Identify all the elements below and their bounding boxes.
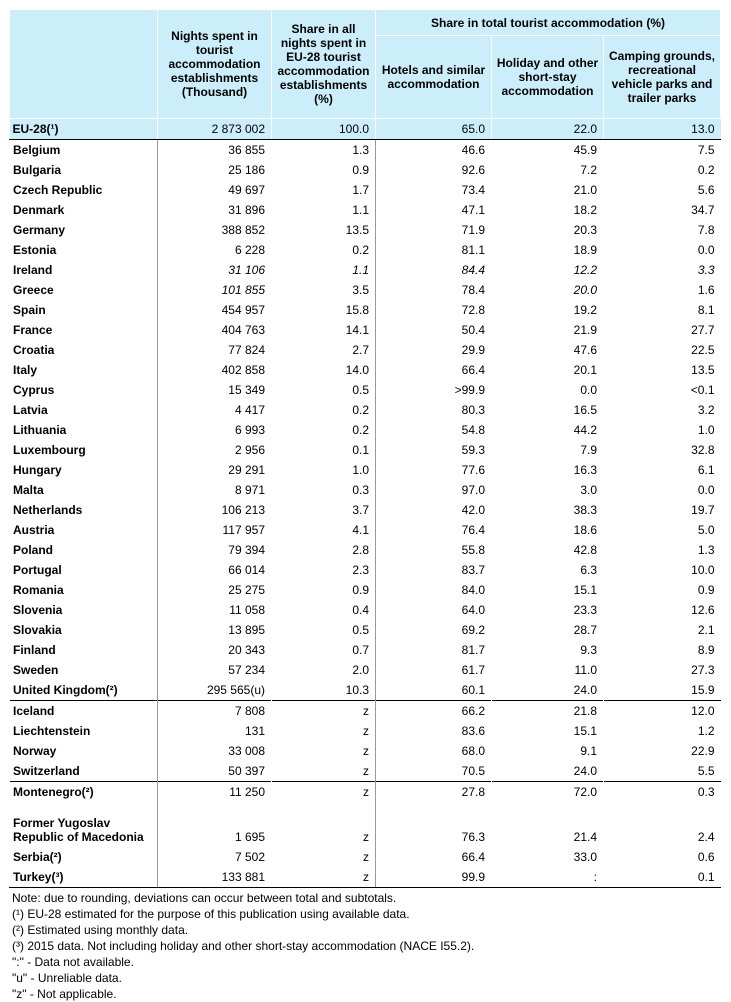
- holiday-cell: 47.6: [492, 340, 604, 360]
- hotels-cell: 83.7: [376, 560, 492, 580]
- holiday-cell: 16.5: [492, 400, 604, 420]
- hotels-cell: 66.4: [376, 847, 492, 867]
- table-row: [10, 260, 721, 280]
- nights-cell: 2 873 002: [158, 119, 272, 140]
- share-cell: 0.1: [272, 440, 376, 460]
- country-cell: Croatia: [10, 340, 158, 360]
- nights-cell: 117 957: [158, 520, 272, 540]
- camping-cell: 0.1: [604, 867, 721, 888]
- nights-cell: 1 695: [158, 802, 272, 847]
- holiday-cell: 7.2: [492, 160, 604, 180]
- nights-cell: 295 565(u): [158, 680, 272, 701]
- nights-cell: 36 855: [158, 140, 272, 161]
- camping-cell: 0.9: [604, 580, 721, 600]
- holiday-cell: 16.3: [492, 460, 604, 480]
- share-cell: 0.2: [272, 400, 376, 420]
- camping-cell: 0.3: [604, 782, 721, 803]
- share-cell: 14.0: [272, 360, 376, 380]
- share-cell: 1.3: [272, 140, 376, 161]
- camping-cell: 7.8: [604, 220, 721, 240]
- hotels-cell: 92.6: [376, 160, 492, 180]
- nights-cell: 133 881: [158, 867, 272, 888]
- camping-cell: 1.2: [604, 721, 721, 741]
- camping-cell: 10.0: [604, 560, 721, 580]
- data-table-container: [9, 9, 720, 1002]
- country-cell: Greece: [10, 280, 158, 300]
- nights-cell: 31 896: [158, 200, 272, 220]
- share-cell: 14.1: [272, 320, 376, 340]
- nights-cell: 77 824: [158, 340, 272, 360]
- holiday-cell: 38.3: [492, 500, 604, 520]
- hotels-cell: 50.4: [376, 320, 492, 340]
- nights-cell: 131: [158, 721, 272, 741]
- hotels-cell: 76.4: [376, 520, 492, 540]
- share-cell: z: [272, 802, 376, 847]
- country-cell: France: [10, 320, 158, 340]
- nights-cell: 4 417: [158, 400, 272, 420]
- footnote-line: Note: due to rounding, deviations can occur between total and subtotals.: [12, 891, 397, 905]
- hotels-cell: 27.8: [376, 782, 492, 803]
- country-cell: Denmark: [10, 200, 158, 220]
- hotels-cell: 99.9: [376, 867, 492, 888]
- holiday-cell: 19.2: [492, 300, 604, 320]
- share-cell: 0.2: [272, 420, 376, 440]
- holiday-cell: 11.0: [492, 660, 604, 680]
- camping-cell: 13.0: [604, 119, 721, 140]
- share-cell: 10.3: [272, 680, 376, 701]
- holiday-cell: 18.9: [492, 240, 604, 260]
- share-cell: z: [272, 701, 376, 722]
- header-nights-spent: Nights spent in tourist accommodation establishments (Thousand): [158, 10, 272, 119]
- table-row-eu28: [10, 119, 721, 140]
- table-row: [10, 680, 721, 701]
- camping-cell: <0.1: [604, 380, 721, 400]
- country-cell: Romania: [10, 580, 158, 600]
- camping-cell: 27.7: [604, 320, 721, 340]
- hotels-cell: 65.0: [376, 119, 492, 140]
- footnote-line: (²) Estimated using monthly data.: [12, 923, 189, 937]
- camping-cell: 3.2: [604, 400, 721, 420]
- country-cell: Czech Republic: [10, 180, 158, 200]
- hotels-cell: 84.0: [376, 580, 492, 600]
- footnote-line: "u" - Unreliable data.: [12, 971, 122, 985]
- country-cell: Liechtenstein: [10, 721, 158, 741]
- camping-cell: 22.5: [604, 340, 721, 360]
- country-cell: Estonia: [10, 240, 158, 260]
- camping-cell: 27.3: [604, 660, 721, 680]
- nights-cell: 49 697: [158, 180, 272, 200]
- share-cell: 0.2: [272, 240, 376, 260]
- holiday-cell: 24.0: [492, 680, 604, 701]
- country-cell: Austria: [10, 520, 158, 540]
- camping-cell: 0.6: [604, 847, 721, 867]
- hotels-cell: 47.1: [376, 200, 492, 220]
- hotels-cell: 60.1: [376, 680, 492, 701]
- share-cell: 0.9: [272, 580, 376, 600]
- table-row: [10, 360, 721, 380]
- hotels-cell: 81.7: [376, 640, 492, 660]
- hotels-cell: 54.8: [376, 420, 492, 440]
- country-cell: Hungary: [10, 460, 158, 480]
- camping-cell: 1.3: [604, 540, 721, 560]
- nights-cell: 50 397: [158, 761, 272, 782]
- country-cell: Switzerland: [10, 761, 158, 782]
- holiday-cell: 15.1: [492, 580, 604, 600]
- hotels-cell: 72.8: [376, 300, 492, 320]
- country-cell: Slovenia: [10, 600, 158, 620]
- holiday-cell: 9.1: [492, 741, 604, 761]
- table-row: [10, 520, 721, 540]
- holiday-cell: 22.0: [492, 119, 604, 140]
- share-cell: 2.3: [272, 560, 376, 580]
- share-cell: 0.5: [272, 380, 376, 400]
- share-cell: 15.8: [272, 300, 376, 320]
- header-camping: Camping grounds, recreational vehicle parks and trailer parks: [604, 36, 721, 119]
- holiday-cell: 28.7: [492, 620, 604, 640]
- nights-cell: 2 956: [158, 440, 272, 460]
- holiday-cell: 15.1: [492, 721, 604, 741]
- hotels-cell: 42.0: [376, 500, 492, 520]
- country-cell: Montenegro(²): [10, 782, 158, 803]
- country-cell: Sweden: [10, 660, 158, 680]
- hotels-cell: 73.4: [376, 180, 492, 200]
- nights-cell: 15 349: [158, 380, 272, 400]
- share-cell: 1.0: [272, 460, 376, 480]
- holiday-cell: 20.0: [492, 280, 604, 300]
- footnote-line: "z" - Not applicable.: [12, 987, 117, 1001]
- country-cell: Spain: [10, 300, 158, 320]
- camping-cell: 32.8: [604, 440, 721, 460]
- table-row: [10, 420, 721, 440]
- camping-cell: 7.5: [604, 140, 721, 161]
- share-cell: 0.4: [272, 600, 376, 620]
- table-row: [10, 660, 721, 680]
- table-row: [10, 721, 721, 741]
- hotels-cell: 59.3: [376, 440, 492, 460]
- table-row: [10, 220, 721, 240]
- nights-cell: 7 808: [158, 701, 272, 722]
- hotels-cell: 81.1: [376, 240, 492, 260]
- hotels-cell: 66.4: [376, 360, 492, 380]
- country-cell: United Kingdom(²): [10, 680, 158, 701]
- share-cell: 1.1: [272, 200, 376, 220]
- camping-cell: 12.0: [604, 701, 721, 722]
- hotels-cell: 66.2: [376, 701, 492, 722]
- holiday-cell: 21.4: [492, 802, 604, 847]
- share-cell: 13.5: [272, 220, 376, 240]
- share-cell: 4.1: [272, 520, 376, 540]
- country-cell: Cyprus: [10, 380, 158, 400]
- camping-cell: 0.2: [604, 160, 721, 180]
- country-cell: Iceland: [10, 701, 158, 722]
- holiday-cell: 20.1: [492, 360, 604, 380]
- tourism-table: [9, 9, 721, 888]
- country-cell: Ireland: [10, 260, 158, 280]
- table-row: [10, 240, 721, 260]
- table-row: [10, 320, 721, 340]
- share-cell: 3.7: [272, 500, 376, 520]
- table-row: [10, 140, 721, 161]
- camping-cell: 15.9: [604, 680, 721, 701]
- country-cell: Poland: [10, 540, 158, 560]
- camping-cell: 5.0: [604, 520, 721, 540]
- share-cell: 0.9: [272, 160, 376, 180]
- hotels-cell: 71.9: [376, 220, 492, 240]
- nights-cell: 79 394: [158, 540, 272, 560]
- country-cell: Former Yugoslav Republic of Macedonia: [10, 802, 158, 847]
- camping-cell: 3.3: [604, 260, 721, 280]
- share-cell: 2.8: [272, 540, 376, 560]
- nights-cell: 8 971: [158, 480, 272, 500]
- table-row: [10, 867, 721, 888]
- country-cell: Bulgaria: [10, 160, 158, 180]
- holiday-cell: 9.3: [492, 640, 604, 660]
- header-holiday: Holiday and other short-stay accommodation: [492, 36, 604, 119]
- holiday-cell: 7.9: [492, 440, 604, 460]
- table-row: [10, 802, 721, 847]
- share-cell: 0.7: [272, 640, 376, 660]
- holiday-cell: 20.3: [492, 220, 604, 240]
- hotels-cell: 68.0: [376, 741, 492, 761]
- nights-cell: 454 957: [158, 300, 272, 320]
- table-row: [10, 620, 721, 640]
- hotels-cell: 70.5: [376, 761, 492, 782]
- holiday-cell: 45.9: [492, 140, 604, 161]
- footnote-line: (³) 2015 data. Not including holiday and other short-stay accommodation (NACE I55.2).: [12, 939, 475, 953]
- share-cell: z: [272, 782, 376, 803]
- table-row: [10, 160, 721, 180]
- camping-cell: 1.0: [604, 420, 721, 440]
- share-cell: z: [272, 847, 376, 867]
- table-row: [10, 200, 721, 220]
- camping-cell: 2.4: [604, 802, 721, 847]
- camping-cell: 22.9: [604, 741, 721, 761]
- table-row: [10, 380, 721, 400]
- nights-cell: 388 852: [158, 220, 272, 240]
- country-cell: Latvia: [10, 400, 158, 420]
- hotels-cell: 80.3: [376, 400, 492, 420]
- holiday-cell: 3.0: [492, 480, 604, 500]
- share-cell: 100.0: [272, 119, 376, 140]
- share-cell: 2.7: [272, 340, 376, 360]
- nights-cell: 13 895: [158, 620, 272, 640]
- table-row: [10, 340, 721, 360]
- hotels-cell: 61.7: [376, 660, 492, 680]
- nights-cell: 31 106: [158, 260, 272, 280]
- country-cell: Germany: [10, 220, 158, 240]
- hotels-cell: 84.4: [376, 260, 492, 280]
- hotels-cell: 64.0: [376, 600, 492, 620]
- camping-cell: 5.6: [604, 180, 721, 200]
- country-cell: Belgium: [10, 140, 158, 161]
- table-row: [10, 560, 721, 580]
- table-row: [10, 782, 721, 803]
- share-cell: z: [272, 761, 376, 782]
- holiday-cell: 23.3: [492, 600, 604, 620]
- holiday-cell: :: [492, 867, 604, 888]
- table-row: [10, 400, 721, 420]
- camping-cell: 6.1: [604, 460, 721, 480]
- country-cell: EU-28(¹): [10, 119, 158, 140]
- holiday-cell: 21.0: [492, 180, 604, 200]
- table-row: [10, 540, 721, 560]
- camping-cell: 0.0: [604, 480, 721, 500]
- table-row: [10, 440, 721, 460]
- nights-cell: 25 275: [158, 580, 272, 600]
- hotels-cell: 76.3: [376, 802, 492, 847]
- country-cell: Italy: [10, 360, 158, 380]
- share-cell: z: [272, 741, 376, 761]
- hotels-cell: 46.6: [376, 140, 492, 161]
- nights-cell: 404 763: [158, 320, 272, 340]
- holiday-cell: 24.0: [492, 761, 604, 782]
- table-row: [10, 761, 721, 782]
- nights-cell: 7 502: [158, 847, 272, 867]
- country-cell: Norway: [10, 741, 158, 761]
- hotels-cell: 78.4: [376, 280, 492, 300]
- holiday-cell: 0.0: [492, 380, 604, 400]
- country-cell: Slovakia: [10, 620, 158, 640]
- table-row: [10, 741, 721, 761]
- nights-cell: 6 993: [158, 420, 272, 440]
- table-row: [10, 180, 721, 200]
- table-row: [10, 300, 721, 320]
- share-cell: 1.7: [272, 180, 376, 200]
- holiday-cell: 21.9: [492, 320, 604, 340]
- holiday-cell: 42.8: [492, 540, 604, 560]
- country-cell: Luxembourg: [10, 440, 158, 460]
- footnote-line: (¹) EU-28 estimated for the purpose of this publication using available data.: [12, 907, 410, 921]
- table-row: [10, 847, 721, 867]
- holiday-cell: 6.3: [492, 560, 604, 580]
- header-share-eu28: Share in all nights spent in EU-28 tourist accommodation establishments (%): [272, 10, 376, 119]
- header-corner: [10, 10, 158, 119]
- share-cell: 0.5: [272, 620, 376, 640]
- country-cell: Portugal: [10, 560, 158, 580]
- header-share-group: Share in total tourist accommodation (%): [376, 10, 721, 36]
- nights-cell: 11 250: [158, 782, 272, 803]
- footnotes: [9, 890, 720, 1002]
- share-cell: 2.0: [272, 660, 376, 680]
- table-row: [10, 600, 721, 620]
- nights-cell: 106 213: [158, 500, 272, 520]
- header-hotels: Hotels and similar accommodation: [376, 36, 492, 119]
- holiday-cell: 44.2: [492, 420, 604, 440]
- table-row: [10, 640, 721, 660]
- hotels-cell: >99.9: [376, 380, 492, 400]
- nights-cell: 20 343: [158, 640, 272, 660]
- holiday-cell: 12.2: [492, 260, 604, 280]
- camping-cell: 1.6: [604, 280, 721, 300]
- holiday-cell: 18.2: [492, 200, 604, 220]
- table-row: [10, 460, 721, 480]
- hotels-cell: 77.6: [376, 460, 492, 480]
- camping-cell: 5.5: [604, 761, 721, 782]
- hotels-cell: 97.0: [376, 480, 492, 500]
- camping-cell: 13.5: [604, 360, 721, 380]
- camping-cell: 0.0: [604, 240, 721, 260]
- country-cell: Turkey(³): [10, 867, 158, 888]
- table-row: [10, 480, 721, 500]
- nights-cell: 33 008: [158, 741, 272, 761]
- camping-cell: 8.1: [604, 300, 721, 320]
- footnote-line: ":" - Data not available.: [12, 955, 134, 969]
- share-cell: 0.3: [272, 480, 376, 500]
- holiday-cell: 72.0: [492, 782, 604, 803]
- hotels-cell: 29.9: [376, 340, 492, 360]
- camping-cell: 12.6: [604, 600, 721, 620]
- table-row: [10, 701, 721, 722]
- hotels-cell: 69.2: [376, 620, 492, 640]
- country-cell: Serbia(²): [10, 847, 158, 867]
- camping-cell: 19.7: [604, 500, 721, 520]
- country-cell: Lithuania: [10, 420, 158, 440]
- country-cell: Netherlands: [10, 500, 158, 520]
- nights-cell: 66 014: [158, 560, 272, 580]
- nights-cell: 101 855: [158, 280, 272, 300]
- holiday-cell: 21.8: [492, 701, 604, 722]
- table-row: [10, 500, 721, 520]
- nights-cell: 402 858: [158, 360, 272, 380]
- nights-cell: 25 186: [158, 160, 272, 180]
- camping-cell: 2.1: [604, 620, 721, 640]
- table-body: [10, 119, 721, 888]
- table-row: [10, 280, 721, 300]
- share-cell: 1.1: [272, 260, 376, 280]
- camping-cell: 34.7: [604, 200, 721, 220]
- hotels-cell: 55.8: [376, 540, 492, 560]
- share-cell: z: [272, 867, 376, 888]
- share-cell: z: [272, 721, 376, 741]
- country-cell: Finland: [10, 640, 158, 660]
- holiday-cell: 33.0: [492, 847, 604, 867]
- country-cell: Malta: [10, 480, 158, 500]
- share-cell: 3.5: [272, 280, 376, 300]
- camping-cell: 8.9: [604, 640, 721, 660]
- nights-cell: 6 228: [158, 240, 272, 260]
- hotels-cell: 83.6: [376, 721, 492, 741]
- nights-cell: 29 291: [158, 460, 272, 480]
- nights-cell: 11 058: [158, 600, 272, 620]
- holiday-cell: 18.6: [492, 520, 604, 540]
- table-row: [10, 580, 721, 600]
- nights-cell: 57 234: [158, 660, 272, 680]
